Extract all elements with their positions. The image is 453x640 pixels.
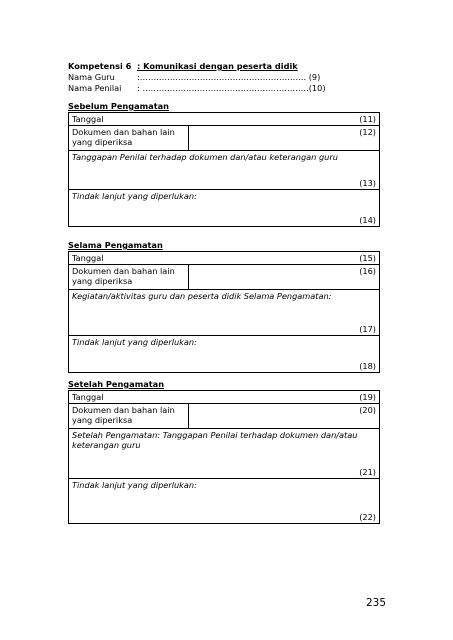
documents-row xyxy=(69,265,380,290)
date-row xyxy=(69,391,380,404)
documents-row xyxy=(69,126,380,151)
field-number: (16) xyxy=(359,266,376,276)
documents-label-line2: yang diperiksa xyxy=(72,137,133,147)
response-row xyxy=(69,429,380,479)
response-label: Tanggapan Penilai terhadap dokumen dan/atau keterangan guru xyxy=(72,152,338,162)
follow-up-label: Tindak lanjut yang diperlukan: xyxy=(72,337,197,347)
field-number: (22) xyxy=(359,512,376,522)
competency-title: : Komunikasi dengan peserta didik xyxy=(137,61,298,71)
documents-label-line1: Dokumen dan bahan lain xyxy=(72,266,175,276)
activity-label: Kegiatan/aktivitas guru dan peserta didik Selama Pengamatan: xyxy=(72,291,332,301)
documents-label-line2: yang diperiksa xyxy=(72,415,133,425)
form-table-during xyxy=(68,251,380,373)
field-number: (14) xyxy=(359,215,376,225)
assessor-name-label: Nama Penilai xyxy=(68,83,122,93)
field-number: (13) xyxy=(359,178,376,188)
field-number: (11) xyxy=(359,114,376,124)
assessor-name-field: : …………………………………………………….(10) xyxy=(137,83,326,93)
field-number: (20) xyxy=(359,405,376,415)
date-row xyxy=(69,113,380,126)
field-number: (21) xyxy=(359,467,376,477)
competency-label: Kompetensi 6 xyxy=(68,61,132,71)
response-label: Setelah Pengamatan: Tanggapan Penilai terhadap dokumen dan/atau keterangan guru xyxy=(72,430,358,450)
documents-label-line1: Dokumen dan bahan lain xyxy=(72,405,175,415)
response-row xyxy=(69,151,380,190)
documents-label-line2: yang diperiksa xyxy=(72,276,133,286)
section-title-before: Sebelum Pengamatan xyxy=(68,101,169,111)
date-row xyxy=(69,252,380,265)
field-number: (15) xyxy=(359,253,376,263)
date-label: Tanggal xyxy=(72,253,104,263)
date-label: Tanggal xyxy=(72,114,104,124)
date-label: Tanggal xyxy=(72,392,104,402)
section-title-during: Selama Pengamatan xyxy=(68,240,163,250)
documents-row xyxy=(69,404,380,429)
follow-up-label: Tindak lanjut yang diperlukan: xyxy=(72,191,197,201)
follow-up-row xyxy=(69,336,380,373)
field-number: (18) xyxy=(359,361,376,371)
teacher-name-label: Nama Guru xyxy=(68,72,115,82)
section-title-after: Setelah Pengamatan xyxy=(68,379,165,389)
activity-row xyxy=(69,290,380,336)
teacher-name-field: :……………………………………………………. (9) xyxy=(137,72,321,82)
documents-label-line1: Dokumen dan bahan lain xyxy=(72,127,175,137)
follow-up-label: Tindak lanjut yang diperlukan: xyxy=(72,480,197,490)
field-number: (12) xyxy=(359,127,376,137)
field-number: (19) xyxy=(359,392,376,402)
follow-up-row xyxy=(69,479,380,524)
form-table-after xyxy=(68,390,380,524)
page-number: 235 xyxy=(366,597,387,609)
field-number: (17) xyxy=(359,324,376,334)
form-table-before xyxy=(68,112,380,227)
follow-up-row xyxy=(69,190,380,227)
